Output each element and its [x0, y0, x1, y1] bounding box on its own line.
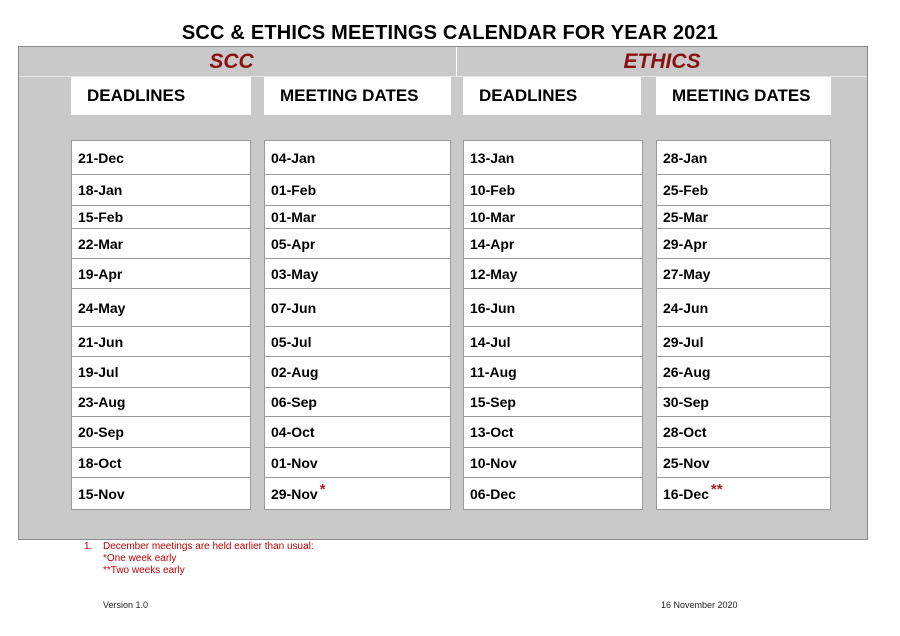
- date-cell: [657, 289, 830, 327]
- date-text: 13-Oct: [470, 424, 514, 440]
- date-text: 04-Jan: [271, 149, 316, 166]
- date-cell: [265, 259, 450, 289]
- date-text: 18-Jan: [78, 182, 123, 198]
- date-cell: [72, 388, 250, 417]
- date-text: 07-Jun: [271, 299, 317, 316]
- date-text: 03-May: [271, 265, 319, 282]
- date-cell: [657, 141, 830, 175]
- date-text: 19-Apr: [78, 265, 123, 282]
- date-cell: [657, 388, 830, 417]
- date-cell: [72, 141, 250, 175]
- date-cell: [464, 478, 642, 509]
- date-text: 06-Dec: [470, 485, 516, 502]
- date-cell: [657, 229, 830, 259]
- footer-date: 16 November 2020: [661, 600, 738, 610]
- date-text: 26-Aug: [663, 364, 711, 380]
- date-cell: [265, 448, 450, 478]
- date-cell: [657, 478, 830, 509]
- date-cell: [464, 141, 642, 175]
- page-title: SCC & ETHICS MEETINGS CALENDAR FOR YEAR 2021: [181, 22, 719, 44]
- date-text: 20-Sep: [78, 424, 124, 440]
- date-text: 10-Feb: [470, 182, 516, 198]
- date-cell: [265, 175, 450, 206]
- footnote-number: 1.: [84, 541, 93, 552]
- date-text: 28-Jan: [663, 149, 708, 166]
- date-text: 14-Apr: [470, 235, 515, 252]
- date-text: 21-Jun: [78, 333, 124, 350]
- date-text: 14-Jul: [470, 333, 511, 350]
- calendar-table: [18, 46, 868, 540]
- date-text: 18-Oct: [78, 454, 122, 471]
- footnotes: [84, 541, 314, 577]
- footer-version: Version 1.0: [103, 600, 149, 610]
- date-text: 19-Jul: [78, 364, 119, 380]
- date-cell: [265, 357, 450, 388]
- date-text: 12-May: [470, 265, 518, 282]
- column-ethics-meeting-dates: [656, 140, 831, 510]
- date-text: 06-Sep: [271, 394, 317, 410]
- date-text: 16-Dec: [663, 485, 709, 502]
- date-text: 23-Aug: [78, 394, 126, 410]
- date-text: 24-May: [78, 299, 126, 316]
- date-cell: [464, 229, 642, 259]
- date-cell: [464, 357, 642, 388]
- date-text: 16-Jun: [470, 299, 516, 316]
- date-cell: [72, 357, 250, 388]
- date-cell: [265, 289, 450, 327]
- date-text: 01-Feb: [271, 182, 317, 198]
- date-text: 25-Nov: [663, 454, 710, 471]
- date-text: 05-Apr: [271, 235, 316, 252]
- footnote-main: December meetings are held earlier than usual:: [103, 541, 314, 552]
- date-text: 29-Apr: [663, 235, 708, 252]
- date-text: 24-Jun: [663, 299, 709, 316]
- date-text: 29-Nov: [271, 485, 318, 502]
- footnote-two-weeks: **Two weeks early: [103, 565, 185, 576]
- date-cell: [464, 417, 642, 448]
- date-cell: [657, 417, 830, 448]
- section-title-scc: SCC: [209, 50, 254, 73]
- date-text: 25-Mar: [663, 209, 709, 225]
- date-cell: [265, 417, 450, 448]
- date-cell: [464, 175, 642, 206]
- date-cell: [265, 327, 450, 357]
- date-cell: [72, 417, 250, 448]
- column-scc-meeting-dates: [264, 140, 451, 510]
- date-cell: [72, 175, 250, 206]
- date-text: 29-Jul: [663, 333, 704, 350]
- date-cell: [72, 478, 250, 509]
- date-cell: [657, 259, 830, 289]
- date-text: 27-May: [663, 265, 711, 282]
- column-scc-deadlines: [71, 140, 251, 510]
- date-text: 11-Aug: [470, 364, 517, 380]
- date-text: 13-Jan: [470, 149, 515, 166]
- date-cell: [464, 327, 642, 357]
- date-text: 21-Dec: [78, 149, 124, 166]
- date-text: 15-Sep: [470, 394, 516, 410]
- header-scc-meeting-dates: MEETING DATES: [264, 77, 451, 115]
- date-text: 02-Aug: [271, 364, 319, 380]
- date-text: 05-Jul: [271, 333, 312, 350]
- date-text: 15-Nov: [78, 485, 125, 502]
- header-ethics-deadlines: DEADLINES: [463, 77, 641, 115]
- date-cell: [72, 259, 250, 289]
- date-cell: [657, 175, 830, 206]
- date-cell: [265, 141, 450, 175]
- date-cell: [657, 357, 830, 388]
- date-text: 30-Sep: [663, 394, 709, 410]
- date-cell: [265, 478, 450, 509]
- column-ethics-deadlines: [463, 140, 643, 510]
- date-cell: [657, 327, 830, 357]
- date-text: 01-Nov: [271, 454, 318, 471]
- date-cell: [464, 388, 642, 417]
- date-text: 01-Mar: [271, 209, 317, 225]
- date-cell: [464, 289, 642, 327]
- date-cell: [72, 206, 250, 229]
- date-cell: [464, 448, 642, 478]
- date-cell: [464, 206, 642, 229]
- section-title-ethics: ETHICS: [623, 50, 701, 73]
- header-ethics-meeting-dates: MEETING DATES: [656, 77, 831, 115]
- date-text: 10-Mar: [470, 209, 516, 225]
- date-text: 22-Mar: [78, 235, 124, 252]
- date-text: 15-Feb: [78, 209, 124, 225]
- footnote-one-week: *One week early: [103, 553, 177, 564]
- date-text: 25-Feb: [663, 182, 709, 198]
- date-cell: [265, 229, 450, 259]
- date-text: 04-Oct: [271, 424, 315, 440]
- date-cell: [72, 229, 250, 259]
- date-cell: [72, 289, 250, 327]
- date-text: 10-Nov: [470, 454, 517, 471]
- date-cell: [265, 388, 450, 417]
- date-text: 28-Oct: [663, 424, 707, 440]
- header-scc-deadlines: DEADLINES: [71, 77, 251, 115]
- footnote-marker: **: [710, 481, 723, 498]
- footnote-marker: *: [319, 481, 326, 498]
- date-cell: [72, 448, 250, 478]
- date-cell: [657, 206, 830, 229]
- date-cell: [657, 448, 830, 478]
- date-cell: [464, 259, 642, 289]
- date-cell: [265, 206, 450, 229]
- date-cell: [72, 327, 250, 357]
